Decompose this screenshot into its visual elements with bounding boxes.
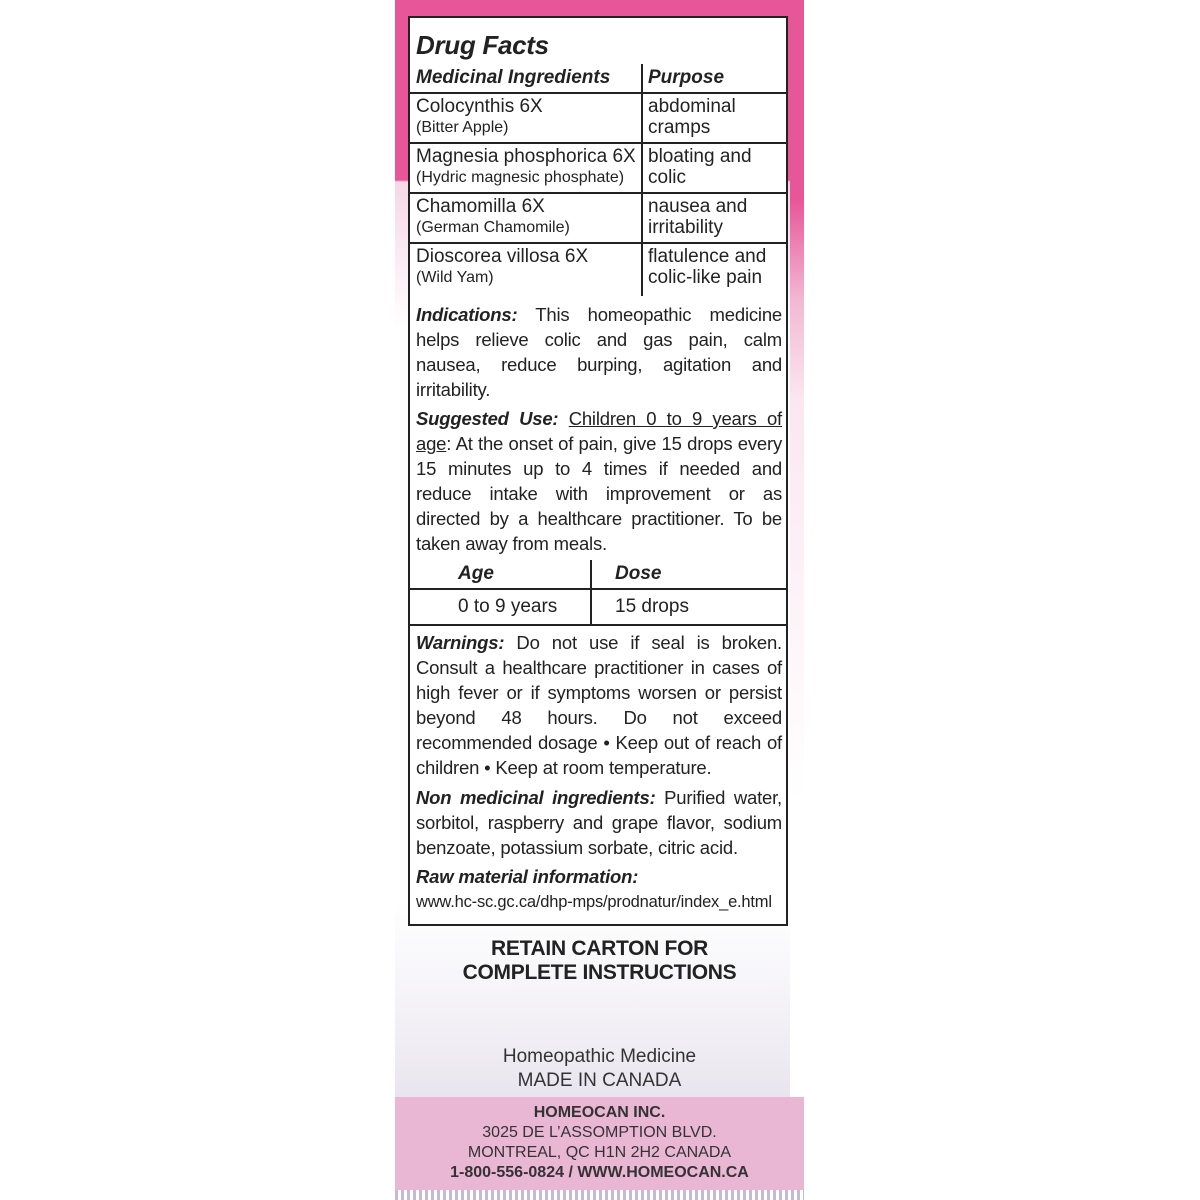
drug-facts-box (408, 16, 788, 926)
dose-table-row (410, 590, 786, 626)
warnings-label: Warnings: (416, 632, 505, 653)
indications-section (416, 302, 782, 402)
product-origin: MADE IN CANADA (517, 1070, 682, 1091)
purpose-line: bloating and (648, 146, 752, 167)
company-address-line: MONTREAL, QC H1N 2H2 CANADA (467, 1144, 732, 1161)
barcode-stripe-decoration (395, 1190, 804, 1200)
ingredient-row (410, 244, 786, 292)
non-medicinal-label: Non medicinal ingredients: (416, 787, 656, 808)
retain-line: COMPLETE INSTRUCTIONS (462, 961, 737, 984)
header-ingredients: Medicinal Ingredients (416, 67, 611, 88)
non-medicinal-text: Purified water, sorbitol, raspberry and grape flavor, sodium benzoate, potassium sorbate, citric acid. (416, 787, 782, 858)
suggested-use-label: Suggested Use: (416, 408, 559, 429)
ingredient-common-name: (Hydric magnesic phosphate) (416, 169, 625, 186)
company-contact: 1-800-556-0824 / WWW.HOMEOCAN.CA (450, 1164, 749, 1181)
ingredient-common-name: (German Chamomile) (416, 219, 570, 236)
ingredient-purpose (648, 196, 780, 238)
product-info (395, 1045, 804, 1093)
ingredient-row (410, 94, 786, 144)
suggested-use-text: : At the onset of pain, give 15 drops every 15 minutes up to 4 times if needed and reduce intake with improvement or as directed by a healthcare practitioner. To be taken away from meals. (416, 433, 782, 554)
purpose-line: colic-like pain (648, 267, 763, 288)
dose-column-divider (590, 560, 592, 626)
dose-table (410, 560, 786, 626)
ingredient-name: Chamomilla 6X (416, 196, 545, 217)
retain-carton-notice (395, 937, 804, 985)
warnings-section (416, 630, 782, 780)
ingredient-row (410, 144, 786, 194)
company-details (395, 1103, 804, 1183)
ingredient-name: Colocynthis 6X (416, 96, 543, 117)
ingredient-purpose (648, 246, 780, 288)
ingredient-purpose (648, 96, 780, 138)
purpose-line: colic (648, 167, 687, 188)
ingredients-table-header (410, 64, 786, 94)
purpose-line: abdominal (648, 96, 736, 117)
company-name: HOMEOCAN INC. (533, 1104, 666, 1121)
dose-amount-value: 15 drops (615, 596, 689, 617)
header-age: Age (458, 563, 494, 584)
ingredient-common-name: (Wild Yam) (416, 269, 494, 286)
ingredient-name: Magnesia phosphorica 6X (416, 146, 636, 167)
suggested-use-age-group: Children 0 to 9 years of age (416, 408, 782, 454)
ingredient-purpose (648, 146, 780, 188)
purpose-line: nausea and (648, 196, 748, 217)
non-medicinal-section (416, 785, 782, 860)
header-dose: Dose (615, 563, 662, 584)
company-address-line: 3025 DE L’ASSOMPTION BLVD. (482, 1124, 717, 1141)
dose-age-value: 0 to 9 years (458, 596, 558, 617)
indications-text: This homeopathic medicine helps relieve colic and gas pain, calm nausea, reduce burping, agitation and irritability. (416, 304, 782, 400)
drug-facts-title: Drug Facts (416, 30, 549, 60)
raw-material-label: Raw material information: (416, 866, 639, 887)
product-label-panel (395, 0, 804, 1200)
purpose-line: flatulence and (648, 246, 767, 267)
indications-label: Indications: (416, 304, 518, 325)
purpose-line: irritability (648, 217, 723, 238)
warnings-text: Do not use if seal is broken. Consult a healthcare practitioner in cases of high fever or if symptoms worsen or persist beyond 48 hours. Do not exceed recommended dosage • Keep out of reach of children • Keep at room temperature. (416, 632, 782, 778)
purpose-line: cramps (648, 117, 711, 138)
ingredient-name: Dioscorea villosa 6X (416, 246, 589, 267)
pink-edge-decoration (790, 0, 804, 1200)
ingredient-row (410, 194, 786, 244)
raw-material-url: www.hc-sc.gc.ca/dhp-mps/prodnatur/index_e.html (416, 893, 772, 911)
dose-table-header (410, 560, 786, 590)
header-purpose: Purpose (648, 67, 725, 88)
product-type: Homeopathic Medicine (502, 1046, 697, 1067)
ingredient-common-name: (Bitter Apple) (416, 119, 509, 136)
retain-line: RETAIN CARTON FOR (491, 937, 708, 960)
raw-material-section (416, 864, 782, 915)
suggested-use-section (416, 406, 782, 556)
company-footer (395, 1097, 804, 1190)
